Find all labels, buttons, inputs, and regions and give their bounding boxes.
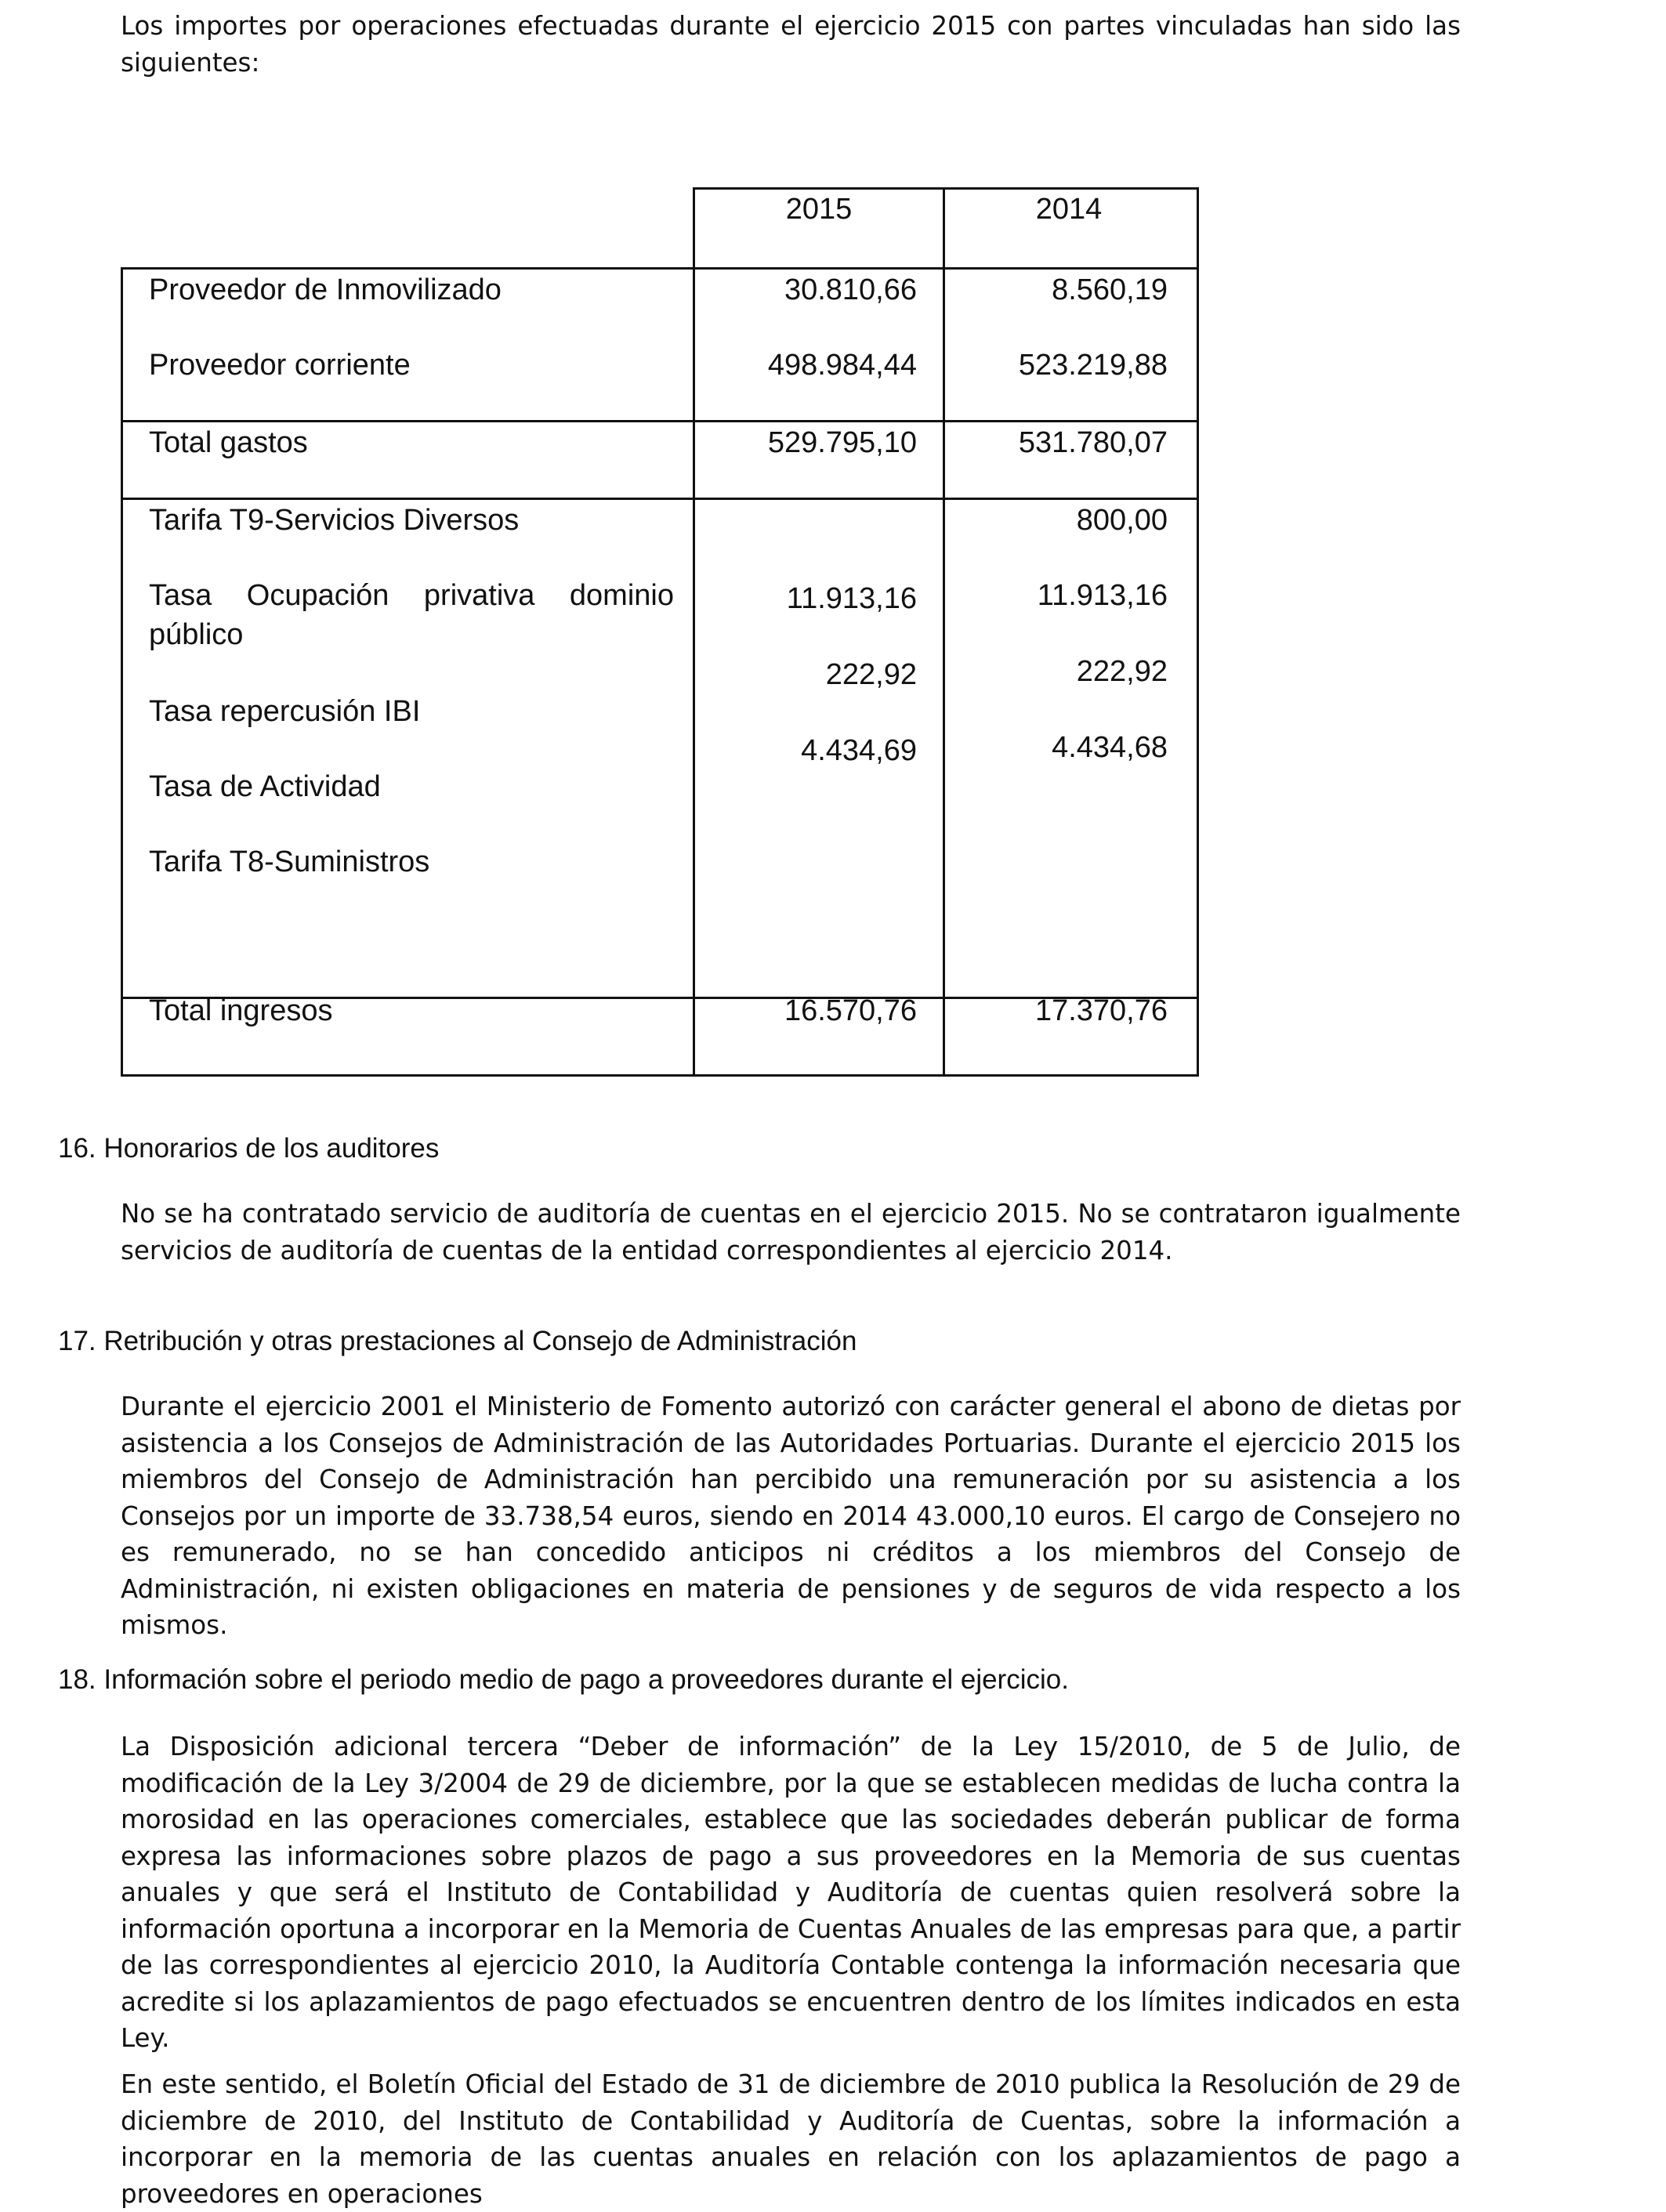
tasa-ocupacion-word-2: Ocupación <box>246 579 389 612</box>
cell-2014-tasa-ocupacion: 11.913,16 <box>1037 579 1168 612</box>
table-border-right <box>1197 187 1199 1077</box>
table-divider-total-gastos <box>121 498 1199 500</box>
row-label-proveedor-corriente: Proveedor corriente <box>149 349 411 382</box>
cell-2014-proveedor-inmovilizado: 8.560,19 <box>1052 273 1168 306</box>
row-label-tarifa-t8: Tarifa T8-Suministros <box>149 845 430 878</box>
column-header-2014: 2014 <box>1035 193 1103 226</box>
row-label-proveedor-inmovilizado: Proveedor de Inmovilizado <box>149 273 502 306</box>
row-label-tasa-ocupacion <box>149 577 674 614</box>
cell-2015-total-ingresos: 16.570,76 <box>784 994 917 1027</box>
cell-2014-tasa-actividad: 4.434,68 <box>1052 731 1168 764</box>
tasa-ocupacion-word-3: privativa <box>423 579 535 612</box>
table-border-top-header <box>693 187 1199 190</box>
tasa-ocupacion-word-4: dominio <box>569 579 674 612</box>
cell-2015-tasa-actividad: 4.434,69 <box>801 734 917 767</box>
cell-2015-tasa-ibi: 222,92 <box>825 658 917 691</box>
row-label-tasa-ibi: Tasa repercusión IBI <box>149 695 421 728</box>
section-16-heading: 16. Honorarios de los auditores <box>58 1133 440 1164</box>
section-18-paragraph-2: En este sentido, el Boletín Oficial del Estado de 31 de diciembre de 2010 publica la Resolución de 29 de diciembre de 2010, del Instituto de Contabilidad y Auditoría de Cuentas, sobre la información a incorporar en la memoria de las cuentas anuales en relación con los aplazamientos de pago a proveedores en operaciones <box>121 2069 1461 2209</box>
cell-2015-tasa-ocupacion: 11.913,16 <box>786 582 917 615</box>
cell-2014-tasa-ibi: 222,92 <box>1076 655 1168 688</box>
cell-2015-total-gastos: 529.795,10 <box>767 426 917 459</box>
cell-2015-proveedor-inmovilizado: 30.810,66 <box>784 273 917 306</box>
table-col-divider-1 <box>693 187 695 1077</box>
cell-2014-tarifa-t9: 800,00 <box>1076 504 1168 537</box>
section-18-paragraph-1: La Disposición adicional tercera “Deber de información” de la Ley 15/2010, de 5 de Julio, de modificación de la Ley 3/2004 de 29 de diciembre, por la que se establecen medidas de lucha contra la morosidad en las operaciones comerciales, establece que las sociedades deberán publicar de forma expresa las informaciones sobre plazos de pago a sus proveedores en la Memoria de sus cuentas anuales y que será el Instituto de Contabilidad y Auditoría de cuentas quien resolverá sobre la información oportuna a incorporar en la Memoria de Cuentas Anuales de las empresas para que, a partir de las correspondientes al ejercicio 2010, la Auditoría Contable contenga la información necesaria que acredite si los aplazamientos de pago efectuados se encuentren dentro de los límites indicados en esta Ley. <box>121 1732 1461 2053</box>
section-17-paragraph: Durante el ejercicio 2001 el Ministerio de Fomento autorizó con carácter general el abono de dietas por asistencia a los Consejos de Administración de las Autoridades Portuarias. Durante el ejercicio 2015 los miembros del Consejo de Administración han percibido una remuneración por su asistencia a los Consejos por un importe de 33.738,54 euros, siendo en 2014 43.000,10 euros. El cargo de Consejero no es remunerado, no se han concedido anticipos ni créditos a los miembros del Consejo de Administración, ni existen obligaciones en materia de pensiones y de seguros de vida respecto a los mismos. <box>121 1392 1461 1640</box>
section-16-paragraph: No se ha contratado servicio de auditoría de cuentas en el ejercicio 2015. No se contrataron igualmente servicios de auditoría de cuentas de la entidad correspondientes al ejercicio 2014. <box>121 1199 1461 1265</box>
cell-2015-proveedor-corriente: 498.984,44 <box>767 349 917 382</box>
table-divider-gastos <box>121 420 1199 422</box>
row-label-total-ingresos: Total ingresos <box>149 994 333 1027</box>
tasa-ocupacion-word-1: Tasa <box>149 579 212 612</box>
row-label-tasa-ocupacion-line2: público <box>149 618 244 651</box>
cell-2014-total-gastos: 531.780,07 <box>1018 426 1168 459</box>
cell-2014-proveedor-corriente: 523.219,88 <box>1018 349 1168 382</box>
section-17-heading: 17. Retribución y otras prestaciones al Consejo de Administración <box>58 1326 857 1356</box>
cell-2014-total-ingresos: 17.370,76 <box>1034 994 1168 1027</box>
table-col-divider-2 <box>943 187 945 1077</box>
table-border-top <box>121 267 1199 270</box>
intro-paragraph: Los importes por operaciones efectuadas durante el ejercicio 2015 con partes vinculadas han sido las siguientes: <box>121 11 1461 78</box>
row-label-total-gastos: Total gastos <box>149 426 308 459</box>
section-18-heading: 18. Información sobre el periodo medio de pago a proveedores durante el ejercicio. <box>58 1664 1069 1695</box>
row-label-tarifa-t9: Tarifa T9-Servicios Diversos <box>149 504 520 537</box>
column-header-2015: 2015 <box>785 193 853 226</box>
row-label-tasa-actividad: Tasa de Actividad <box>149 770 381 803</box>
table-border-left <box>121 267 123 1077</box>
table-border-bottom <box>121 1074 1199 1077</box>
